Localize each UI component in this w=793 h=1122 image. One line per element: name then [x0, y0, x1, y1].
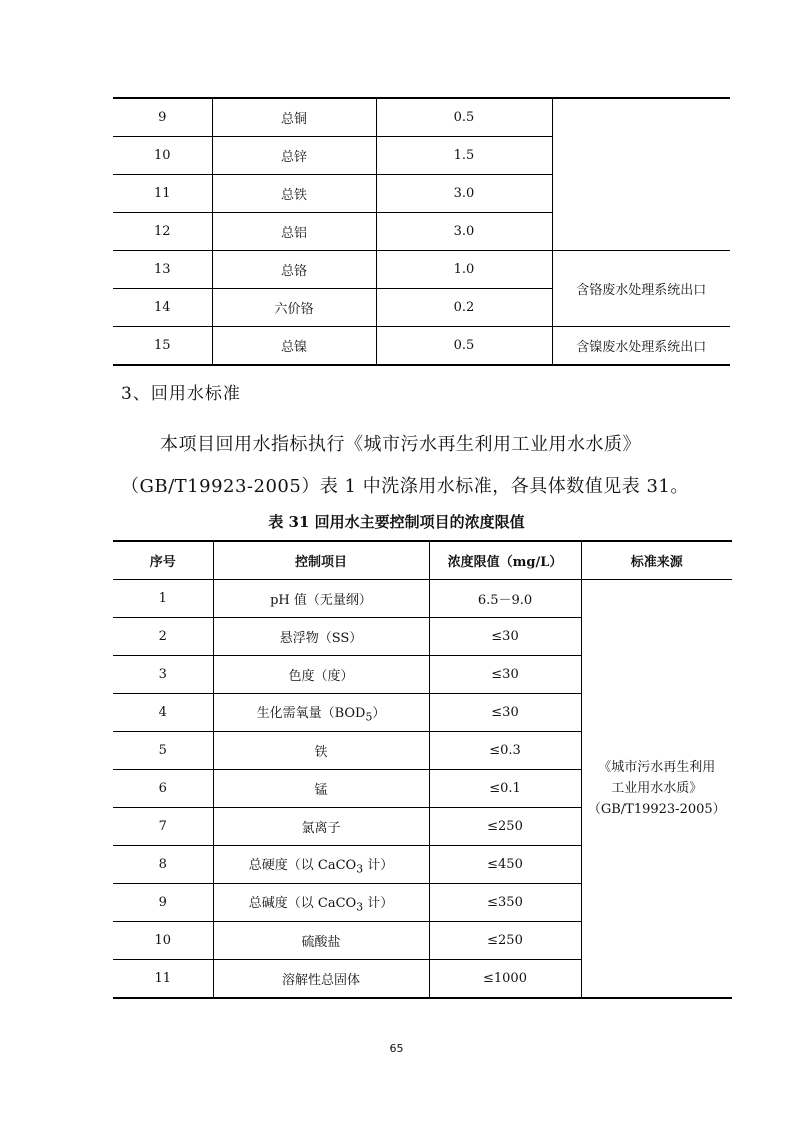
row-limit: ≤1000 [429, 960, 581, 999]
row-limit: 6.5－9.0 [429, 580, 581, 618]
item-text-end: ） [372, 705, 386, 721]
metals-limit-table [113, 97, 730, 366]
row-number: 10 [113, 922, 213, 960]
row-item [213, 694, 429, 732]
row-number: 11 [113, 175, 212, 213]
row-note-empty [552, 98, 730, 251]
row-limit: ≤0.1 [429, 770, 581, 808]
note-chromium-outlet: 含铬废水处理系统出口 [552, 251, 730, 327]
row-value: 0.2 [376, 289, 552, 327]
row-value: 0.5 [376, 98, 552, 137]
table-row [113, 98, 730, 137]
row-number: 9 [113, 884, 213, 922]
row-number: 15 [113, 327, 212, 366]
row-item: 锰 [213, 770, 429, 808]
row-item: 总铜 [212, 98, 376, 137]
row-number: 4 [113, 694, 213, 732]
row-item: 铁 [213, 732, 429, 770]
row-item [213, 846, 429, 884]
row-number: 13 [113, 251, 212, 289]
item-text: 总硬度（以 CaCO [248, 857, 357, 873]
reuse-water-limit-table [113, 540, 732, 999]
item-subscript: 3 [356, 862, 364, 876]
row-number: 3 [113, 656, 213, 694]
row-limit: ≤350 [429, 884, 581, 922]
header-item: 控制项目 [213, 541, 429, 580]
row-number: 9 [158, 110, 167, 125]
page-number: 65 [389, 1042, 404, 1055]
paragraph-line-2: （GB/T19923-2005）表 1 中洗涤用水标准，各具体数值见表 31。 [121, 476, 689, 497]
source-line-2: 工业用水水质》 [611, 781, 703, 796]
row-limit: ≤30 [429, 618, 581, 656]
row-limit: ≤30 [429, 694, 581, 732]
table-header-row [113, 541, 732, 580]
row-value: 3.0 [376, 175, 552, 213]
row-value: 1.0 [376, 251, 552, 289]
table-caption: 表 31 回用水主要控制项目的浓度限值 [268, 513, 525, 531]
row-number: 11 [113, 960, 213, 999]
item-text-end: 计） [363, 895, 394, 911]
source-line-1: 《城市污水再生利用 [598, 760, 716, 775]
note-nickel-outlet: 含镍废水处理系统出口 [552, 327, 730, 366]
paragraph-line-1: 本项目回用水指标执行《城市污水再生利用工业用水水质》 [160, 434, 641, 455]
row-item: 总镍 [212, 327, 376, 366]
row-value: 1.5 [376, 137, 552, 175]
row-limit: ≤30 [429, 656, 581, 694]
row-item: 色度（度） [213, 656, 429, 694]
row-limit: ≤0.3 [429, 732, 581, 770]
table-row [113, 327, 730, 366]
row-item: pH 值（无量纲） [213, 580, 429, 618]
row-item: 悬浮物（SS） [213, 618, 429, 656]
standard-source [581, 580, 732, 999]
row-limit: ≤250 [429, 808, 581, 846]
row-number: 10 [113, 137, 212, 175]
table-row [113, 251, 730, 289]
item-subscript: 3 [356, 900, 364, 914]
row-item: 六价铬 [212, 289, 376, 327]
row-limit: ≤250 [429, 922, 581, 960]
row-item: 氯离子 [213, 808, 429, 846]
item-subscript: 5 [365, 710, 373, 724]
header-number: 序号 [113, 541, 213, 580]
table-row [113, 580, 732, 618]
row-value: 3.0 [376, 213, 552, 251]
row-item: 总锌 [212, 137, 376, 175]
row-item: 总铝 [212, 213, 376, 251]
row-number: 7 [113, 808, 213, 846]
row-value: 0.5 [376, 327, 552, 366]
row-number: 2 [113, 618, 213, 656]
row-number: 12 [113, 213, 212, 251]
row-item: 总铬 [212, 251, 376, 289]
header-limit: 浓度限值（mg/L） [429, 541, 581, 580]
item-text-end: 计） [363, 857, 394, 873]
row-number: 1 [158, 591, 167, 606]
row-item [213, 884, 429, 922]
source-line-3: （GB/T19923-2005） [587, 802, 726, 817]
row-number: 8 [113, 846, 213, 884]
row-limit: ≤450 [429, 846, 581, 884]
row-number: 6 [113, 770, 213, 808]
header-source: 标准来源 [581, 541, 732, 580]
row-number: 14 [113, 289, 212, 327]
row-item: 总铁 [212, 175, 376, 213]
row-number: 5 [113, 732, 213, 770]
item-text: 生化需氧量（BOD [256, 705, 366, 721]
row-item: 溶解性总固体 [213, 960, 429, 999]
section-heading: 3、回用水标准 [121, 384, 241, 404]
row-item: 硫酸盐 [213, 922, 429, 960]
item-text: 总碱度（以 CaCO [248, 895, 357, 911]
